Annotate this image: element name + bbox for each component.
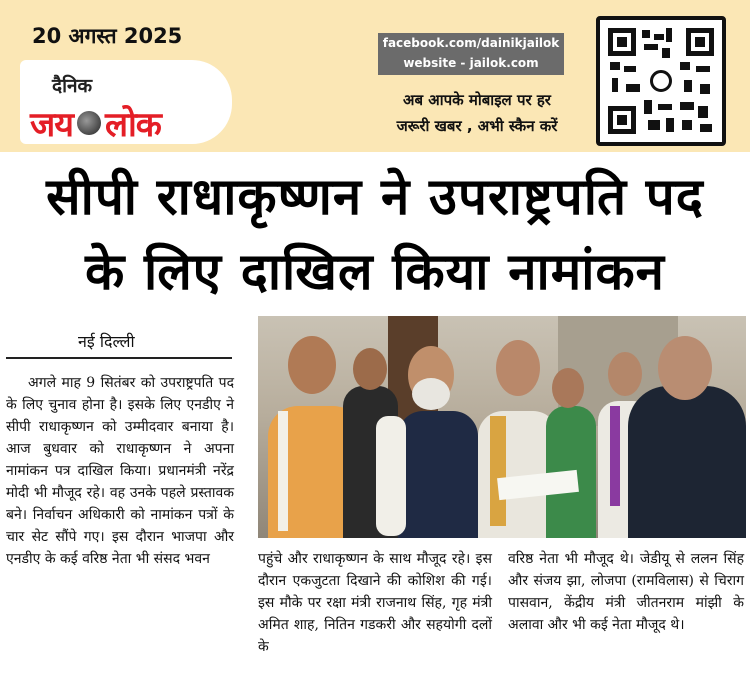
website-link[interactable]: website - jailok.com <box>403 56 539 70</box>
facebook-link[interactable]: facebook.com/dainikjailok <box>382 36 560 50</box>
qr-code-icon[interactable] <box>596 16 726 146</box>
scan-prompt <box>367 87 587 139</box>
brand-name <box>30 100 161 146</box>
masthead <box>0 0 750 152</box>
brand-word-2: लोक <box>104 105 161 145</box>
headline-line-1: सीपी राधाकृष्णन ने उपराष्ट्रपति पद <box>46 168 704 227</box>
scan-line-1: अब आपके मोबाइल पर हर <box>403 91 551 109</box>
issue-date: 20 अगस्त 2025 <box>32 24 183 48</box>
brand-word-1: जय <box>30 105 73 145</box>
whatsapp-icon <box>650 70 672 92</box>
article-column-3: वरिष्ठ नेता भी मौजूद थे। जेडीयू से ललन सिंह और संजय झा, लोजपा (रामविलास) से चिराग पासवान, केंद्रीय मंत्री जीतनराम मांझी के अलावा और भी कई नेता मौजूद थे। <box>508 551 744 633</box>
dateline-rule <box>6 357 232 359</box>
qr-pattern <box>608 28 714 134</box>
headline <box>0 160 750 310</box>
headline-line-2: के लिए दाखिल किया नामांकन <box>85 243 665 302</box>
globe-logo-icon <box>77 111 101 135</box>
article-column-2: पहुंचे और राधाकृष्णन के साथ मौजूद रहे। इस दौरान एकजुटता दिखाने की कोशिश की गई। इस मौके पर रक्षा मंत्री राजनाथ सिंह, गृह मंत्री अमित शाह, नितिन गडकरी और सहयोगी दलों के <box>258 551 492 655</box>
scan-line-2: जरूरी खबर , अभी स्कैन करें <box>396 117 558 135</box>
dateline: नई दिल्ली <box>78 332 135 351</box>
brand-small-text: दैनिक <box>52 75 93 97</box>
social-box <box>378 33 564 75</box>
article-column-1: अगले माह 9 सितंबर को उपराष्ट्रपति पद के लिए चुनाव होना है। इसके लिए एनडीए ने सीपी राधाकृष्णन को उम्मीदवार बनाया है। आज बुधवार को राधाकृष्णन ने अपना नामांकन पत्र दाखिल किया। प्रधानमंत्री नरेंद्र मोदी भी मौजूद रहे। वह उनके पहले प्रस्तावक बने। निर्वाचन अधिकारी को नामांकन पत्रों के चार सेट सौंपे गए। इस दौरान भाजपा और एनडीए के कई वरिष्ठ नेता भी संसद भवन <box>6 375 234 567</box>
news-photo <box>258 316 746 538</box>
